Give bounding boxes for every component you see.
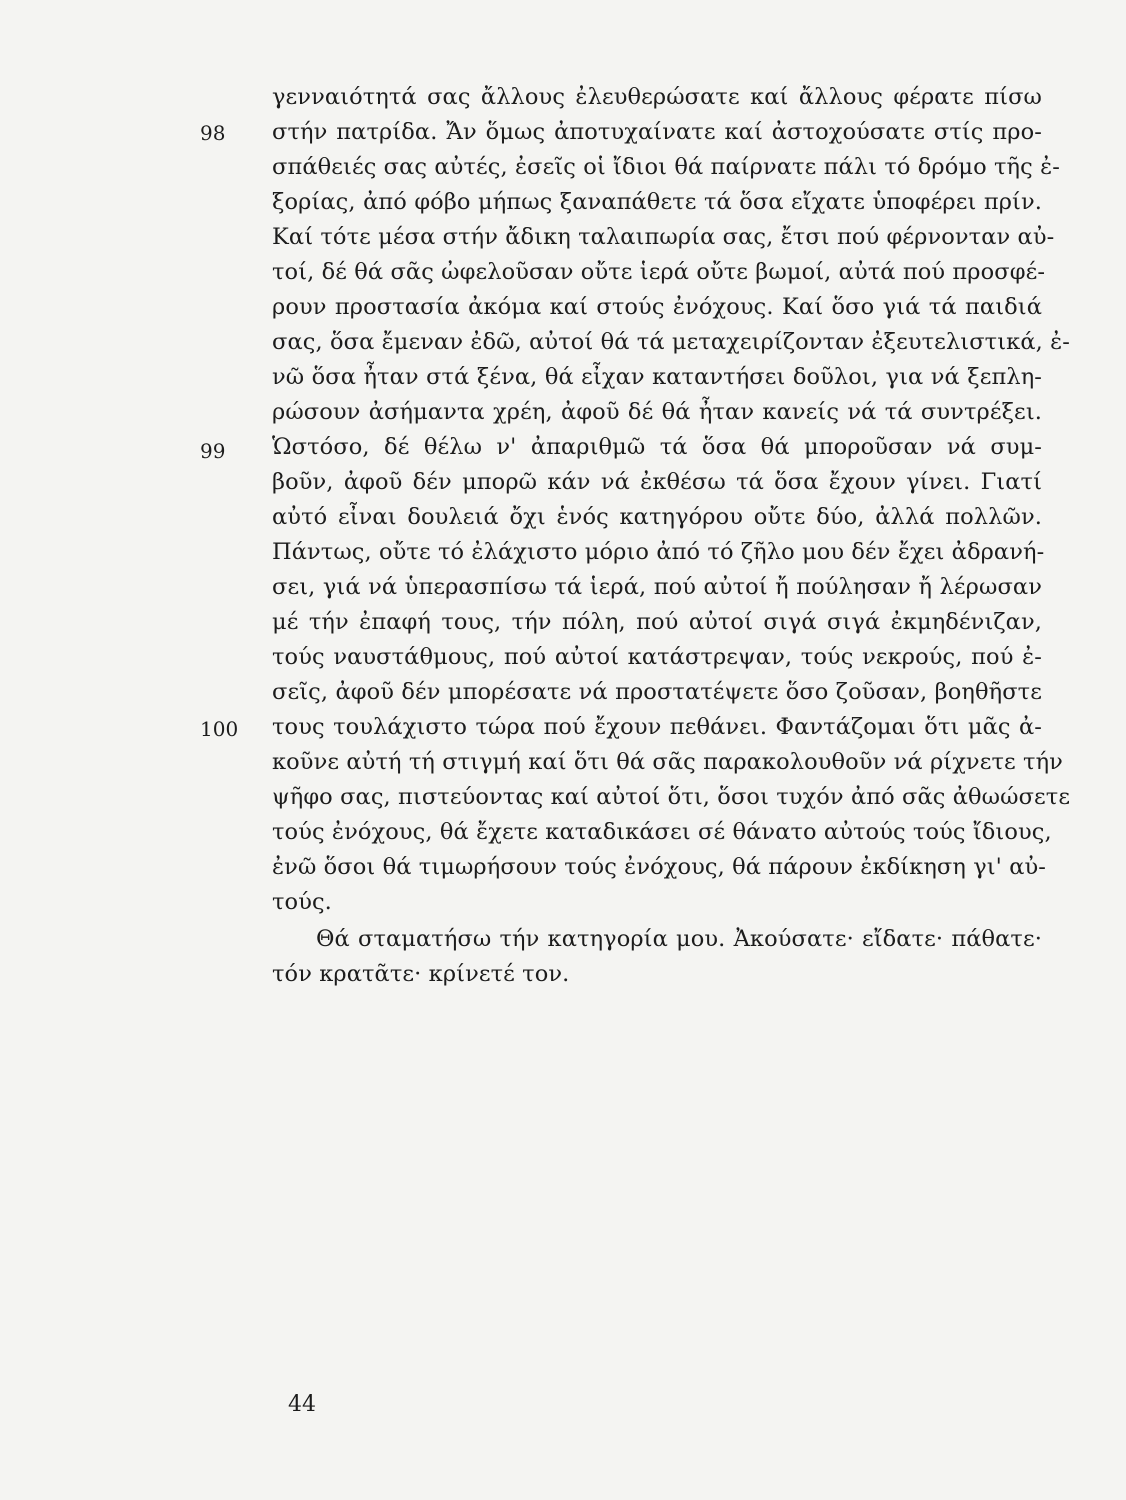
margin-line-number: 98	[200, 121, 226, 145]
text-line: στήν πατρίδα. Ἄν ὅμως ἀποτυχαίνατε καί ἀστοχούσατε στίς προ-	[272, 119, 1042, 145]
text-line: τους τουλάχιστο τώρα πού ἔχουν πεθάνει. Φαντάζομαι ὅτι μᾶς ἀ-	[272, 714, 1042, 740]
text-line: τοί, δέ θά σᾶς ὠφελοῦσαν οὔτε ἱερά οὔτε βωμοί, αὐτά πού προσφέ-	[272, 259, 1046, 285]
text-line: ξορίας, ἀπό φόβο μήπως ξαναπάθετε τά ὅσα εἴχατε ὑποφέρει πρίν.	[272, 189, 1042, 215]
text-line: τούς.	[272, 889, 332, 915]
text-line: βοῦν, ἀφοῦ δέν μπορῶ κάν νά ἐκθέσω τά ὅσα ἔχουν γίνει. Γιατί	[272, 469, 1042, 495]
text-line: ἐνῶ ὅσοι θά τιμωρήσουν τούς ἐνόχους, θά πάρουν ἐκδίκηση γι' αὐ-	[272, 854, 1046, 880]
text-line: Θά σταματήσω τήν κατηγορία μου. Ἀκούσατε· εἴδατε· πάθατε·	[316, 926, 1042, 952]
text-line: τούς ἐνόχους, θά ἔχετε καταδικάσει σέ θάνατο αὐτούς τούς ἴδιους,	[272, 819, 1052, 845]
text-line: Ὡστόσο, δέ θέλω ν' ἀπαριθμῶ τά ὅσα θά μποροῦσαν νά συμ-	[272, 434, 1042, 460]
page-number: 44	[288, 1392, 316, 1417]
text-line: σπάθειές σας αὐτές, ἐσεῖς οἱ ἴδιοι θά παίρνατε πάλι τό δρόμο τῆς ἐ-	[272, 154, 1060, 180]
text-line: σας, ὅσα ἔμεναν ἐδῶ, αὐτοί θά τά μεταχειρίζονταν ἐξευτελιστικά, ἐ-	[272, 329, 1070, 355]
text-line: σει, γιά νά ὑπερασπίσω τά ἱερά, πού αὐτοί ἤ πούλησαν ἤ λέρωσαν	[272, 574, 1042, 600]
text-line: ρώσουν ἀσήμαντα χρέη, ἀφοῦ δέ θά ἦταν κανείς νά τά συντρέξει.	[272, 399, 1042, 425]
text-line: τούς ναυστάθμους, πού αὐτοί κατάστρεψαν, τούς νεκρούς, πού ἐ-	[272, 644, 1042, 670]
text-line: σεῖς, ἀφοῦ δέν μπορέσατε νά προστατέψετε ὅσο ζοῦσαν, βοηθῆστε	[272, 679, 1042, 705]
text-line: τόν κρατᾶτε· κρίνετέ τον.	[272, 961, 570, 987]
margin-line-number: 99	[200, 439, 226, 463]
text-line: ψῆφο σας, πιστεύοντας καί αὐτοί ὅτι, ὅσοι τυχόν ἀπό σᾶς ἀθωώσετε	[272, 784, 1071, 810]
text-line: μέ τήν ἐπαφή τους, τήν πόλη, πού αὐτοί σιγά σιγά ἐκμηδένιζαν,	[272, 609, 1042, 635]
text-line: κοῦνε αὐτή τή στιγμή καί ὅτι θά σᾶς παρακολουθοῦν νά ρίχνετε τήν	[272, 749, 1063, 775]
text-line: Καί τότε μέσα στήν ἄδικη ταλαιπωρία σας, ἔτσι πού φέρνονταν αὐ-	[272, 224, 1055, 250]
text-line: αὐτό εἶναι δουλειά ὄχι ἑνός κατηγόρου οὔτε δύο, ἀλλά πολλῶν.	[272, 504, 1042, 530]
text-line: γενναιότητά σας ἄλλους ἐλευθερώσατε καί ἄλλους φέρατε πίσω	[272, 84, 1042, 110]
text-line: νῶ ὅσα ἦταν στά ξένα, θά εἶχαν καταντήσει δοῦλοι, για νά ξεπλη-	[272, 364, 1042, 390]
text-line: ρουν προστασία ἀκόμα καί στούς ἐνόχους. Καί ὅσο γιά τά παιδιά	[272, 294, 1042, 320]
margin-line-number: 100	[200, 717, 239, 741]
text-line: Πάντως, οὔτε τό ἐλάχιστο μόριο ἀπό τό ζῆλο μου δέν ἔχει ἀδρανή-	[272, 539, 1045, 565]
